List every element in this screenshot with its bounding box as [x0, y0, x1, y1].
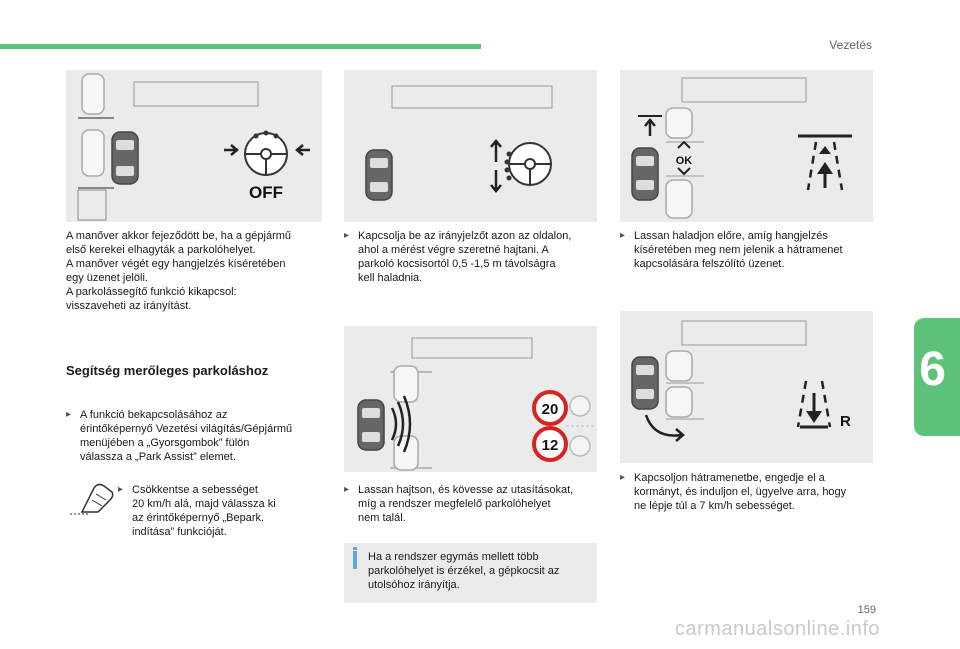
bullet-marker-icon: ▸ — [118, 484, 124, 495]
bullet-marker-icon: ▸ — [620, 230, 626, 241]
arrow-up-icon — [645, 120, 655, 136]
bullet-line: kíséretében meg nem jelenik a hátramenet — [634, 244, 843, 256]
car-icon — [358, 400, 384, 450]
ok-label: OK — [675, 155, 693, 167]
bullet-line: Kapcsoljon hátramenetbe, engedje el a — [634, 472, 825, 484]
note-line: parkolóhelyet is érzékel, a gépkocsit az — [368, 565, 560, 577]
bullet-line: érintőképernyő Vezetési világítás/Gépjármű — [80, 423, 293, 435]
col2-bullet-indicator — [344, 229, 598, 285]
bullet-marker-icon: ▸ — [344, 230, 350, 241]
car-icon — [632, 357, 658, 409]
bullet-line: Lassan hajtson, és kövesse az utasításokat, — [358, 484, 574, 496]
reverse-label: R — [840, 413, 851, 430]
bullet-line: ahol a mérést végre szeretné hajtani. A — [358, 244, 549, 256]
forward-ok-illustration — [620, 70, 873, 222]
bullet-line: parkoló kocsisortól 0,5 -1,5 m távolságra — [358, 258, 556, 270]
bullet-line: 20 km/h alá, majd válassza ki — [132, 498, 276, 510]
arrow-up-icon — [491, 141, 501, 162]
col1-line: visszaveheti az irányítást. — [66, 300, 192, 312]
chapter-number: 6 — [919, 343, 946, 396]
info-icon-bar — [353, 551, 357, 569]
bullet-marker-icon: ▸ — [344, 484, 350, 495]
col1-line: egy üzenet jelöli. — [66, 272, 148, 284]
indicator-illustration — [344, 70, 597, 222]
figure-reverse — [620, 311, 873, 463]
note-line: Ha a rendszer egymás mellett több — [368, 551, 539, 563]
car-icon — [366, 150, 392, 200]
col3-bullet-forward — [620, 229, 875, 271]
figure-speed-signs — [344, 326, 597, 472]
car-icon — [112, 132, 138, 184]
info-icon — [353, 547, 357, 550]
steering-wheel-icon — [570, 436, 590, 456]
speed-sign-low: 12 — [541, 437, 559, 454]
col1-intro — [66, 229, 328, 313]
arrow-right-icon — [224, 145, 237, 155]
bullet-line: kormányt, és induljon el, ügyelve arra, hogy — [634, 486, 847, 498]
bullet-line: Lassan haladjon előre, amíg hangjelzés — [634, 230, 828, 242]
bullet-line: Kapcsolja be az irányjelzőt azon az oldalon, — [358, 230, 572, 242]
chevron-down-icon — [678, 168, 690, 174]
page-number: 159 — [857, 604, 876, 616]
arrow-left-icon — [297, 145, 310, 155]
steering-wheel-icon — [505, 143, 552, 185]
col3-bullet-reverse — [620, 471, 875, 513]
bullet-line: kapcsolására felszólító üzenet. — [634, 258, 785, 270]
figure-indicator — [344, 70, 597, 222]
guide-lines-icon — [798, 136, 852, 190]
col1-bullet-speed — [118, 483, 323, 539]
col1-line: A manőver akkor fejeződött be, ha a gépjármű — [66, 230, 292, 242]
col1-bullet-activate — [66, 408, 328, 464]
section-subheading: Segítség merőleges parkoláshoz — [66, 363, 269, 378]
bullet-line: menüjében a „Gyorsgombok” fülön — [80, 437, 250, 449]
car-icon — [632, 148, 658, 200]
figure-forward-ok — [620, 70, 873, 222]
guide-lines-icon — [798, 381, 830, 427]
bullet-line: kell haladnia. — [358, 272, 423, 284]
bullet-line: indítása” funkcióját. — [132, 526, 227, 538]
figure-parking-finished — [66, 70, 322, 222]
arrow-down-icon — [491, 170, 501, 191]
bullet-line: A funkció bekapcsolásához az — [80, 409, 228, 421]
col1-line: A parkolássegítő funkció kikapcsol: — [66, 286, 237, 298]
col1-line: A manőver végét egy hangjelzés kíséretében — [66, 258, 286, 270]
top-accent-bar — [0, 44, 481, 49]
info-note — [344, 543, 597, 603]
note-line: utolsóhoz irányítja. — [368, 579, 460, 591]
touch-hand-icon — [68, 480, 116, 516]
bullet-marker-icon: ▸ — [620, 472, 626, 483]
bullet-line: míg a rendszer megfelelő parkolóhelyet — [358, 498, 551, 510]
reverse-illustration — [620, 311, 873, 463]
bullet-line: ne lépje túl a 7 km/h sebességet. — [634, 500, 795, 512]
speed-sign-high: 20 — [541, 401, 559, 418]
watermark: carmanualsonline.info — [674, 618, 880, 640]
bullet-line: nem talál. — [358, 512, 406, 524]
section-header: Vezetés — [829, 38, 872, 52]
col1-line: első kerekei elhagyták a parkolóhelyet. — [66, 244, 256, 256]
steering-wheel-icon — [570, 396, 590, 416]
bullet-line: az érintőképernyő „Bepark. — [132, 512, 265, 524]
bullet-line: Csökkentse a sebességet — [132, 484, 258, 496]
chevron-up-icon — [678, 142, 690, 148]
bullet-line: válassza a „Park Assist” elemet. — [80, 451, 236, 463]
off-label: OFF — [249, 183, 283, 202]
col2-bullet-slow — [344, 483, 598, 525]
bullet-marker-icon: ▸ — [66, 409, 72, 420]
speed-signs-illustration — [344, 326, 597, 472]
parking-finished-illustration — [66, 70, 322, 222]
steering-wheel-icon — [245, 131, 287, 176]
